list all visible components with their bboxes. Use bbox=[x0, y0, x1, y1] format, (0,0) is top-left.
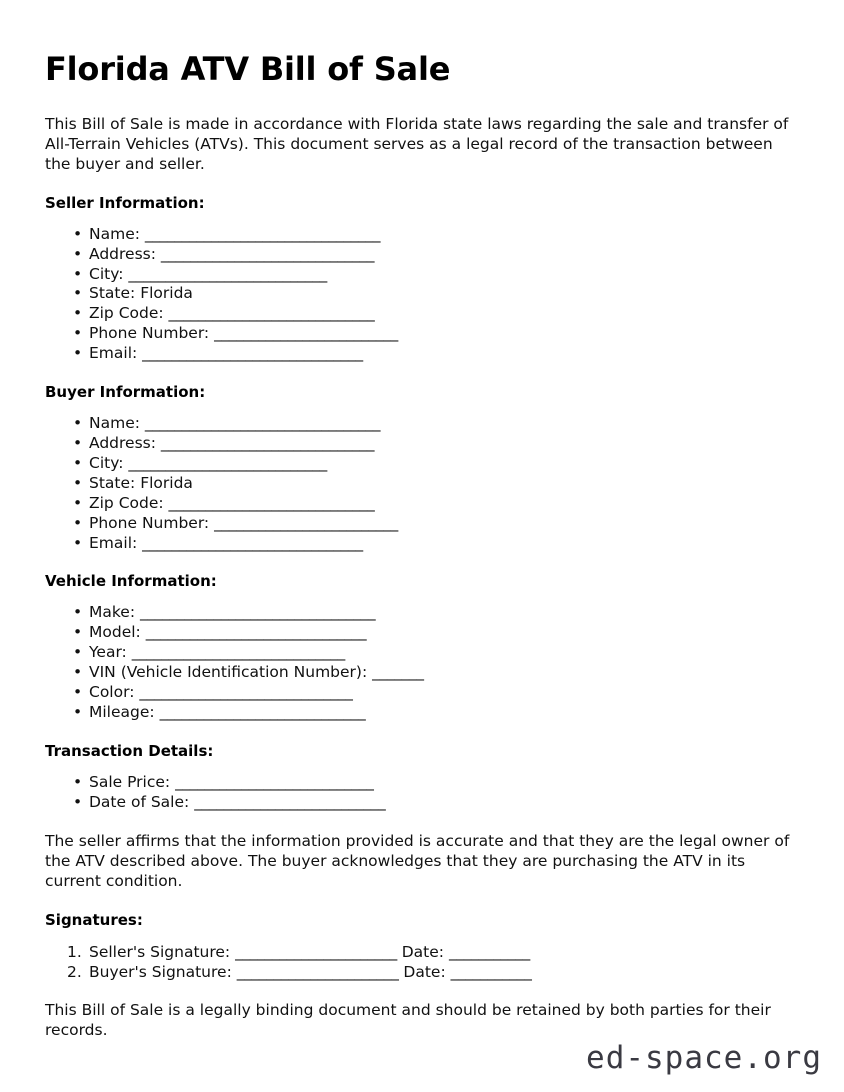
field-label: Email: bbox=[89, 533, 138, 552]
section-seller-information bbox=[45, 193, 797, 364]
document-content bbox=[45, 52, 797, 1059]
signature-blank: ______________________ bbox=[235, 942, 397, 961]
signature-label: Buyer's Signature: bbox=[89, 962, 232, 981]
list-item bbox=[45, 454, 797, 474]
date-label: Date: bbox=[401, 942, 445, 961]
list-item bbox=[45, 225, 797, 245]
list-item bbox=[45, 603, 797, 623]
signature-blank: ______________________ bbox=[236, 962, 399, 981]
list-item bbox=[45, 265, 797, 285]
closing-paragraph: This Bill of Sale is a legally binding document and should be retained by both parties for their records. bbox=[45, 1001, 771, 1040]
list-item bbox=[45, 494, 797, 514]
section-transaction-details bbox=[45, 741, 797, 813]
field-blank: ___________________________ bbox=[175, 772, 374, 791]
field-label: Name: bbox=[89, 224, 140, 243]
seller-field-list bbox=[45, 225, 797, 364]
date-label: Date: bbox=[403, 962, 446, 981]
field-label: Address: bbox=[89, 433, 156, 452]
field-label: Mileage: bbox=[89, 702, 155, 721]
section-signatures bbox=[45, 910, 797, 983]
list-item bbox=[45, 534, 797, 554]
list-item bbox=[45, 284, 797, 304]
date-blank: ___________ bbox=[450, 962, 532, 981]
section-buyer-information bbox=[45, 382, 797, 553]
field-blank: ________________________________ bbox=[144, 414, 381, 433]
field-label: Color: bbox=[89, 683, 135, 702]
field-blank: _____________________________ bbox=[131, 643, 345, 662]
list-item bbox=[45, 434, 797, 454]
field-blank: ____________________________ bbox=[168, 493, 375, 512]
seller-information-heading: Seller Information: bbox=[45, 193, 205, 212]
field-label: Name: bbox=[89, 414, 140, 433]
field-blank: ________________________________ bbox=[140, 603, 376, 622]
list-item bbox=[45, 414, 797, 434]
site-watermark: ed-space.org bbox=[586, 1040, 822, 1076]
list-item bbox=[45, 623, 797, 643]
section-vehicle-information bbox=[45, 571, 797, 722]
field-label: Make: bbox=[89, 603, 136, 622]
list-item bbox=[45, 942, 797, 962]
field-label: Date of Sale: bbox=[89, 792, 190, 811]
field-label: Email: bbox=[89, 344, 138, 363]
field-blank: ____________________________ bbox=[159, 702, 366, 721]
buyer-information-heading: Buyer Information: bbox=[45, 383, 206, 402]
buyer-field-list bbox=[45, 414, 797, 553]
list-item bbox=[45, 474, 797, 494]
field-blank: _________________________ bbox=[214, 513, 398, 532]
transaction-field-list bbox=[45, 773, 797, 813]
list-item bbox=[45, 324, 797, 344]
field-value: Florida bbox=[140, 473, 193, 492]
field-blank: ________________________________ bbox=[144, 224, 381, 243]
field-blank: ______________________________ bbox=[142, 344, 363, 363]
list-item bbox=[45, 245, 797, 265]
field-value: Florida bbox=[140, 284, 193, 303]
field-label: Phone Number: bbox=[89, 513, 210, 532]
field-label: State: bbox=[89, 284, 136, 303]
intro-paragraph: This Bill of Sale is made in accordance with Florida state laws regarding the sale and transfer of All-Terrain Vehicles (ATVs). This document serves as a legal record of the transaction between the buyer and seller. bbox=[45, 114, 789, 174]
transaction-details-heading: Transaction Details: bbox=[45, 741, 214, 760]
list-item bbox=[45, 773, 797, 793]
field-blank: _____________________________ bbox=[160, 244, 375, 263]
list-item bbox=[45, 663, 797, 683]
list-item bbox=[45, 683, 797, 703]
signature-list bbox=[45, 942, 797, 983]
field-blank: _______ bbox=[372, 663, 424, 682]
field-label: Zip Code: bbox=[89, 304, 164, 323]
field-label: State: bbox=[89, 473, 136, 492]
signatures-heading: Signatures: bbox=[45, 910, 143, 929]
field-blank: _____________________________ bbox=[139, 683, 353, 702]
field-blank: _____________________________ bbox=[160, 433, 375, 452]
field-blank: ____________________________ bbox=[168, 304, 375, 323]
field-blank: _________________________ bbox=[214, 324, 398, 343]
field-label: VIN (Vehicle Identification Number): bbox=[89, 663, 368, 682]
field-label: Address: bbox=[89, 244, 156, 263]
list-item bbox=[45, 344, 797, 364]
field-label: Model: bbox=[89, 623, 141, 642]
field-blank: ______________________________ bbox=[145, 623, 367, 642]
field-label: Zip Code: bbox=[89, 493, 164, 512]
page-title: Florida ATV Bill of Sale bbox=[45, 50, 451, 88]
vehicle-information-heading: Vehicle Information: bbox=[45, 572, 217, 591]
list-item bbox=[45, 793, 797, 813]
date-blank: ___________ bbox=[448, 942, 530, 961]
list-item bbox=[45, 703, 797, 723]
list-item bbox=[45, 962, 797, 982]
field-blank: ___________________________ bbox=[128, 453, 327, 472]
field-blank: ______________________________ bbox=[142, 533, 363, 552]
list-item bbox=[45, 514, 797, 534]
list-item bbox=[45, 304, 797, 324]
field-label: City: bbox=[89, 264, 124, 283]
field-label: Year: bbox=[89, 643, 127, 662]
list-item bbox=[45, 643, 797, 663]
field-label: Phone Number: bbox=[89, 324, 210, 343]
signature-label: Seller's Signature: bbox=[89, 942, 231, 961]
field-blank: ___________________________ bbox=[128, 264, 327, 283]
field-blank: __________________________ bbox=[194, 792, 386, 811]
vehicle-field-list bbox=[45, 603, 797, 722]
affirmation-paragraph: The seller affirms that the information provided is accurate and that they are the legal owner of the ATV described above. The buyer acknowledges that they are purchasing the ATV in its current condition. bbox=[45, 831, 790, 891]
field-label: Sale Price: bbox=[89, 772, 171, 791]
field-label: City: bbox=[89, 453, 124, 472]
